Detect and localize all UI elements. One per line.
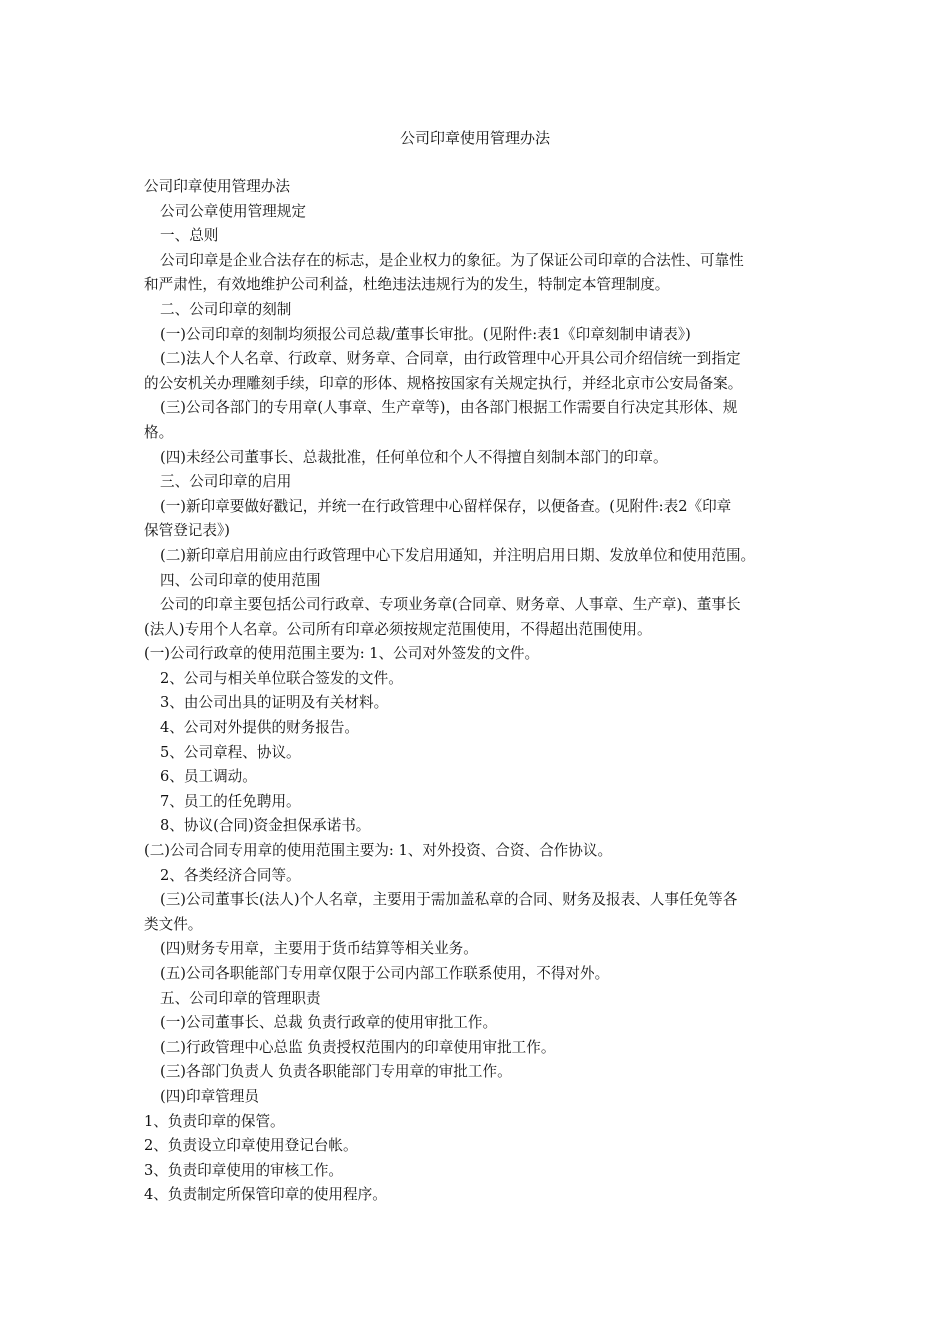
text-line: 3、由公司出具的证明及有关材料。 [160,694,389,712]
document-body [144,175,808,1208]
text-line: (四)未经公司董事长、总裁批准，任何单位和个人不得擅自刻制本部门的印章。 [160,448,668,466]
text-line: 保管登记表》) [144,522,230,540]
text-line: 二、公司印章的刻制 [160,300,292,318]
text-line: 一、总则 [160,227,219,245]
text-line: 8、协议(合同)资金担保承诺书。 [160,817,371,835]
text-line: 五、公司印章的管理职责 [160,989,321,1007]
text-line: (三)公司各部门的专用章(人事章、生产章等)，由各部门根据工作需要自行决定其形体、规 [160,399,738,417]
text-line: 2、公司与相关单位联合签发的文件。 [160,669,403,687]
text-line: (三)公司董事长(法人)个人名章，主要用于需加盖私章的合同、财务及报表、人事任免等各 [160,891,738,909]
text-line: (二)法人个人名章、行政章、财务章、合同章，由行政管理中心开具公司介绍信统一到指定 [160,350,741,368]
text-line: (四)财务专用章，主要用于货币结算等相关业务。 [160,940,478,958]
text-line: (一)公司印章的刻制均须报公司总裁/董事长审批。(见附件:表1《印章刻制申请表》) [160,325,691,343]
text-line: 和严肃性，有效地维护公司利益，杜绝违法违规行为的发生，特制定本管理制度。 [144,276,670,294]
text-line: (法人)专用个人名章。公司所有印章必须按规定范围使用，不得超出范围使用。 [144,620,652,638]
text-line: (一)新印章要做好戳记，并统一在行政管理中心留样保存，以便备查。(见附件:表2《印章 [160,497,732,515]
text-line: 三、公司印章的启用 [160,473,292,491]
document-title: 公司印章使用管理办法 [399,129,550,147]
text-line: 4、负责制定所保管印章的使用程序。 [144,1186,387,1204]
text-line: (二)行政管理中心总监 负责授权范围内的印章使用审批工作。 [160,1038,556,1056]
text-line: 类文件。 [144,915,203,933]
text-line: (二)公司合同专用章的使用范围主要为: 1、对外投资、合资、合作协议。 [144,842,613,860]
text-line: (一)公司董事长、总裁 负责行政章的使用审批工作。 [160,1014,498,1032]
text-line: 3、负责印章使用的审核工作。 [144,1161,344,1179]
text-line: 6、员工调动。 [160,768,257,786]
text-line: (一)公司行政章的使用范围主要为: 1、公司对外签发的文件。 [144,645,540,663]
text-line: 四、公司印章的使用范围 [160,571,321,589]
text-line: 2、各类经济合同等。 [160,866,301,884]
text-line: 格。 [144,423,174,441]
text-line: 2、负责设立印章使用登记台帐。 [144,1137,358,1155]
text-line: 7、员工的任免聘用。 [160,792,301,810]
text-line: (四)印章管理员 [160,1087,259,1105]
text-line: 1、负责印章的保管。 [144,1112,285,1130]
text-line: 公司印章使用管理办法 [144,178,290,195]
text-line: (三)各部门负责人 负责各职能部门专用章的审批工作。 [160,1063,512,1081]
text-line: 公司的印章主要包括公司行政章、专项业务章(合同章、财务章、人事章、生产章)、董事长 [160,596,741,614]
text-line: 公司印章是企业合法存在的标志，是企业权力的象征。为了保证公司印章的合法性、可靠性 [160,251,744,269]
text-line: 公司公章使用管理规定 [160,202,306,220]
text-line: 的公安机关办理雕刻手续，印章的形体、规格按国家有关规定执行，并经北京市公安局备案。 [144,374,743,392]
text-line: (五)公司各职能部门专用章仅限于公司内部工作联系使用，不得对外。 [160,965,610,982]
text-line: 4、公司对外提供的财务报告。 [160,719,360,737]
text-line: 5、公司章程、协议。 [160,743,301,761]
text-line: (二)新印章启用前应由行政管理中心下发启用通知，并注明启用日期、发放单位和使用范围。 [160,546,756,564]
